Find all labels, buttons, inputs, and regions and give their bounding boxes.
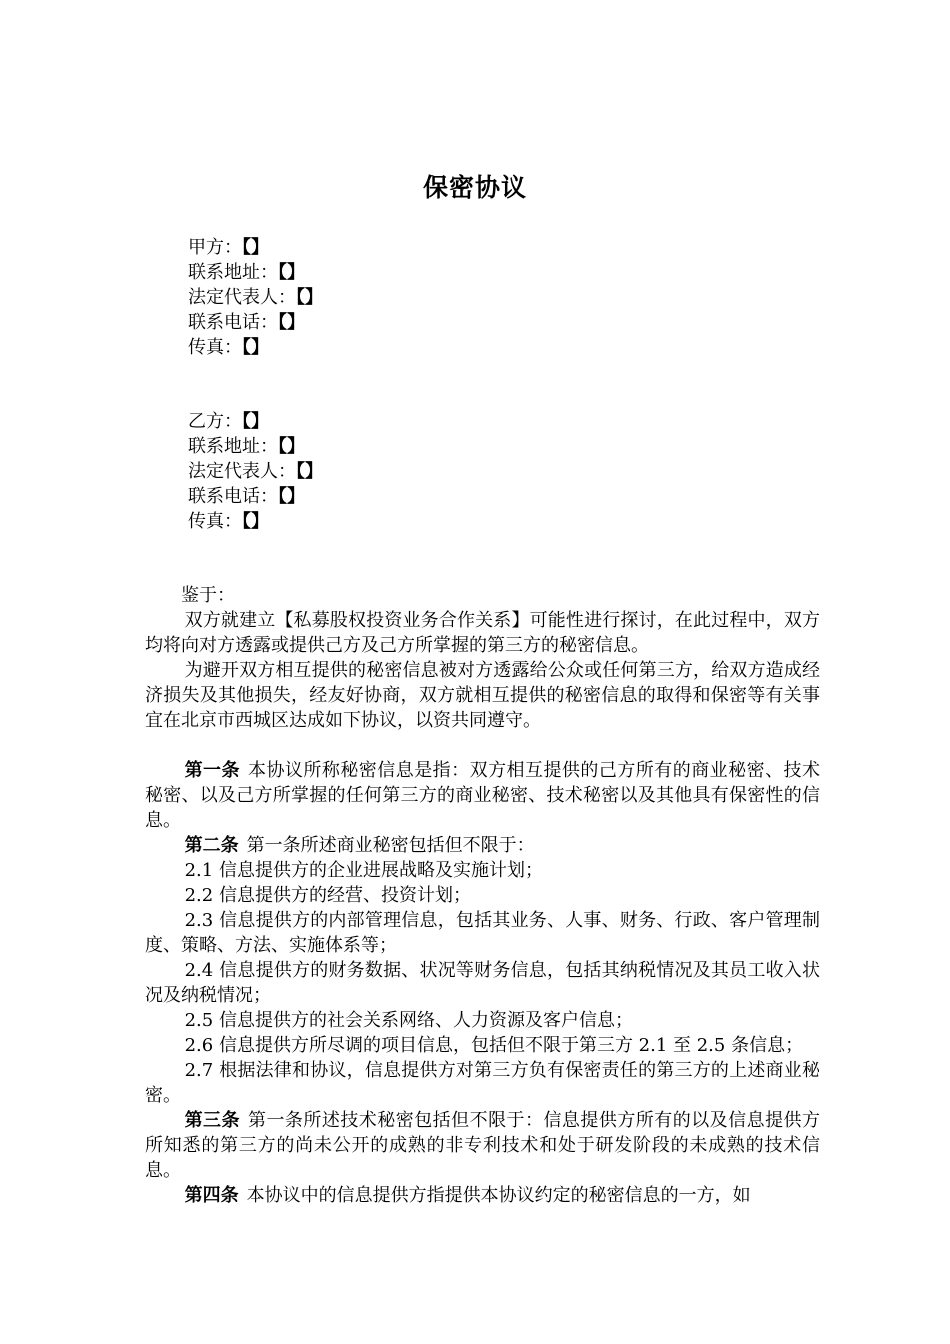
paragraph-spacer [145,733,820,758]
party-a-phone-line: 联系电话：【】 [188,312,305,333]
article-1-label: 第一条 [184,760,240,781]
party-b-block [188,409,323,534]
whereas-heading: 鉴于： [181,585,235,606]
clause-2-1: 2.1 信息提供方的企业进展战略及实施计划； [184,860,543,881]
article-1 [145,758,820,833]
recital-paragraph-2: 为避开双方相互提供的秘密信息被对方透露给公众或任何第三方，给双方造成经济损失及其他损失，经友好协商，双方就相互提供的秘密信息的取得和保密等有关事宜在北京市西城区达成如下协议，以资共同遵守。 [145,660,820,731]
recital-paragraph-1: 双方就建立【私募股权投资业务合作关系】可能性进行探讨，在此过程中，双方均将向对方透露或提供己方及己方所掌握的第三方的秘密信息。 [145,610,820,656]
clause-2-3: 2.3 信息提供方的内部管理信息，包括其业务、人事、财务、行政、客户管理制度、策略、方法、实施体系等； [145,910,820,956]
blank-field: 【】 [242,337,269,358]
clause-2-6: 2.6 信息提供方所尽调的项目信息，包括但不限于第三方 2.1 至 2.5 条信息； [184,1035,804,1056]
party-b-phone-line: 联系电话：【】 [188,486,305,507]
party-a-block [188,235,323,360]
blank-field: 【】 [242,237,269,258]
article-4-label: 第四条 [184,1185,239,1206]
blank-field: 【】 [242,411,269,432]
blank-field: 【】 [296,461,323,482]
blank-field: 【】 [278,436,305,457]
document-title: 保密协议 [422,173,527,202]
party-b-rep-line: 法定代表人：【】 [188,461,323,482]
clause-2-2: 2.2 信息提供方的经营、投资计划； [184,885,471,906]
agreement-body [145,583,820,1208]
article-4 [145,1183,820,1208]
article-2-text: 第一条所述商业秘密包括但不限于： [246,835,535,856]
clause-2-4: 2.4 信息提供方的财务数据、状况等财务信息，包括其纳税情况及其员工收入状况及纳税情况； [145,960,820,1006]
article-1-text: 本协议所称秘密信息是指：双方相互提供的己方所有的商业秘密、技术秘密、以及己方所掌握的任何第三方的商业秘密、技术秘密以及其他具有保密性的信息。 [145,760,821,831]
article-3 [145,1108,820,1183]
party-a-fax-line: 传真：【】 [188,337,269,358]
party-b-fax-line: 传真：【】 [188,511,269,532]
party-b-address-line: 联系地址：【】 [188,436,305,457]
clause-2-7: 2.7 根据法律和协议，信息提供方对第三方负有保密责任的第三方的上述商业秘密。 [145,1060,820,1106]
article-3-label: 第三条 [184,1110,240,1131]
article-4-text: 本协议中的信息提供方指提供本协议约定的秘密信息的一方，如 [246,1185,751,1206]
party-a-address-line: 联系地址：【】 [188,262,305,283]
party-a-name-line: 甲方：【】 [188,237,269,258]
article-2 [145,833,820,858]
party-b-name-line: 乙方：【】 [188,411,269,432]
clause-2-5: 2.5 信息提供方的社会关系网络、人力资源及客户信息； [184,1010,633,1031]
blank-field: 【】 [278,486,305,507]
blank-field: 【】 [242,511,269,532]
article-2-label: 第二条 [184,835,239,856]
article-3-text: 第一条所述技术秘密包括但不限于：信息提供方所有的以及信息提供方所知悉的第三方的尚未公开的成熟的非专利技术和处于研发阶段的未成熟的技术信息。 [145,1110,821,1181]
blank-field: 【】 [278,262,305,283]
party-a-rep-line: 法定代表人：【】 [188,287,323,308]
blank-field: 【】 [296,287,323,308]
blank-field: 【】 [278,312,305,333]
